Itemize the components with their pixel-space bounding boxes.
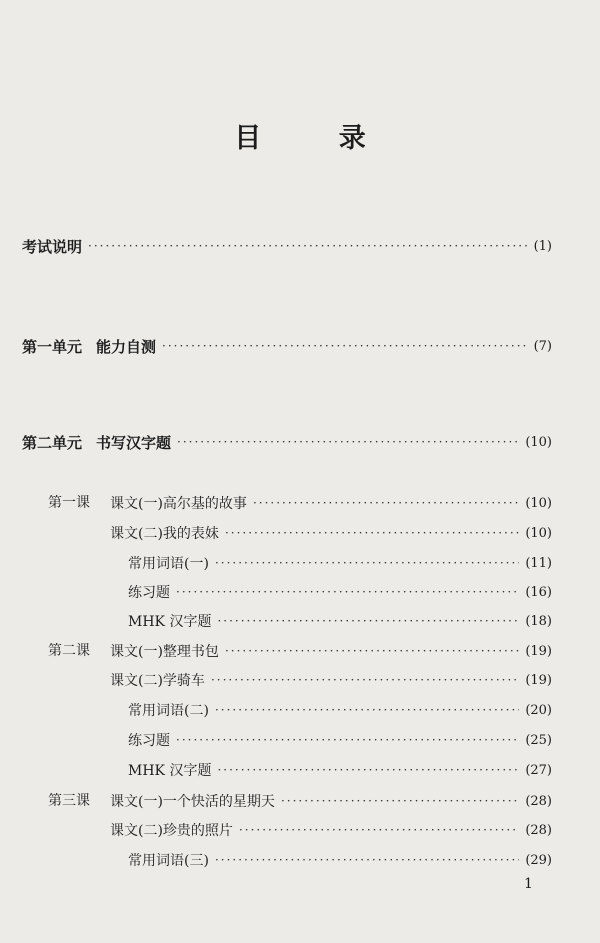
toc-entry-unit-2[interactable]	[22, 430, 552, 454]
toc-entry[interactable]	[128, 580, 552, 604]
entry-title: 课文(一)整理书包	[110, 644, 219, 660]
leader-dots	[176, 580, 519, 604]
toc-page-number: (18)	[525, 613, 552, 629]
leader-dots	[215, 551, 519, 575]
toc-entry[interactable]	[128, 609, 552, 633]
toc-entry-unit-1[interactable]	[22, 334, 552, 358]
toc-entry[interactable]	[128, 698, 552, 722]
toc-page-number: (28)	[525, 822, 552, 838]
unit-number: 第二单元	[22, 433, 83, 452]
toc-entry-label	[22, 432, 171, 453]
toc-page-number: (10)	[525, 434, 552, 450]
toc-entry[interactable]	[110, 639, 552, 663]
leader-dots	[281, 789, 519, 813]
toc-page-number: (10)	[525, 495, 552, 511]
entry-title: 练习题	[128, 733, 170, 749]
entry-title: 能力自测	[96, 337, 157, 356]
lesson-label: 第三课	[48, 793, 90, 809]
entry-title: 课文(二)珍贵的照片	[110, 823, 233, 839]
toc-entry[interactable]	[128, 848, 552, 872]
toc-page-number: (27)	[525, 762, 552, 778]
toc-page-number: (11)	[525, 555, 552, 571]
leader-dots	[217, 758, 519, 782]
toc-entry[interactable]	[110, 818, 552, 842]
leader-dots	[215, 848, 519, 872]
toc-entry[interactable]	[110, 491, 552, 515]
leader-dots	[176, 728, 519, 752]
toc-entry[interactable]	[110, 521, 552, 545]
page-number: 1	[524, 876, 533, 892]
leader-dots	[225, 639, 519, 663]
entry-title: 常用词语(二)	[128, 703, 209, 719]
leader-dots	[88, 234, 528, 258]
toc-page-number: (16)	[525, 584, 552, 600]
entry-title: 课文(二)学骑车	[110, 673, 205, 689]
toc-entry-label	[22, 236, 82, 257]
entry-title: 常用词语(三)	[128, 853, 209, 869]
toc-entry-exam-notes[interactable]	[22, 234, 552, 258]
toc-entry-label	[22, 336, 156, 357]
entry-title: 课文(一)高尔基的故事	[110, 496, 247, 512]
entry-title: 考试说明	[22, 237, 83, 256]
toc-page-number: (25)	[525, 732, 552, 748]
entry-title: 常用词语(一)	[128, 556, 209, 572]
toc-page-number: (1)	[533, 238, 552, 254]
entry-title: MHK 汉字题	[128, 763, 212, 779]
lesson-label: 第二课	[48, 643, 90, 659]
entry-title: MHK 汉字题	[128, 614, 212, 630]
leader-dots	[177, 430, 519, 454]
toc-entry[interactable]	[110, 668, 552, 692]
entry-title: 课文(二)我的表妹	[110, 526, 219, 542]
entry-title: 课文(一)一个快活的星期天	[110, 794, 275, 810]
toc-entry[interactable]	[128, 728, 552, 752]
entry-title: 练习题	[128, 585, 170, 601]
leader-dots	[162, 334, 528, 358]
leader-dots	[225, 521, 519, 545]
toc-page-number: (20)	[525, 702, 552, 718]
lesson-label: 第一课	[48, 495, 90, 511]
toc-page-number: (29)	[525, 852, 552, 868]
toc-page-number: (10)	[525, 525, 552, 541]
page-title: 目 录	[234, 123, 400, 154]
leader-dots	[215, 698, 519, 722]
unit-number: 第一单元	[22, 337, 83, 356]
toc-page-number: (28)	[525, 793, 552, 809]
leader-dots	[217, 609, 519, 633]
toc-entry[interactable]	[128, 758, 552, 782]
toc-entry[interactable]	[128, 551, 552, 575]
leader-dots	[211, 668, 519, 692]
toc-page-number: (7)	[533, 338, 552, 354]
entry-title: 书写汉字题	[96, 433, 172, 452]
leader-dots	[253, 491, 519, 515]
toc-entry[interactable]	[110, 789, 552, 813]
toc-page-number: (19)	[525, 643, 552, 659]
toc-page-number: (19)	[525, 672, 552, 688]
leader-dots	[239, 818, 519, 842]
